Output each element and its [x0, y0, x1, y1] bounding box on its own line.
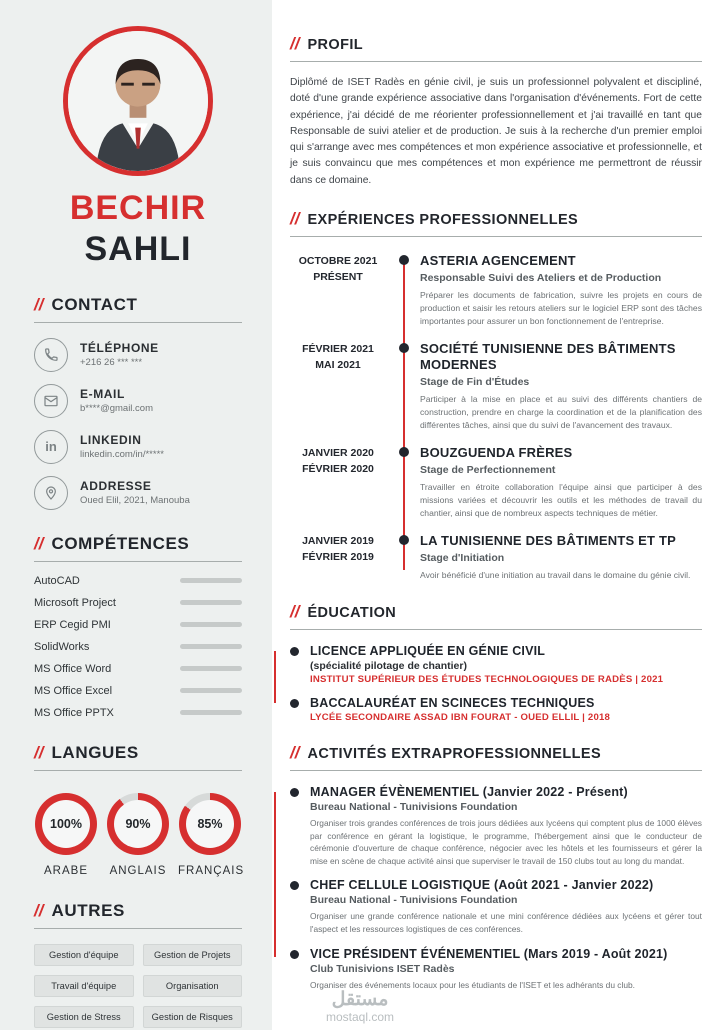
contact-item-address — [34, 476, 242, 510]
watermark-arabic: مستقل — [331, 988, 389, 1010]
experience-role: Stage de Perfectionnement — [420, 464, 556, 477]
location-icon — [34, 476, 68, 510]
bullet-icon — [290, 881, 299, 890]
activity-title: MANAGER ÉVÈNEMENTIEL (Janvier 2022 - Présent) — [310, 785, 628, 800]
experiences-timeline — [290, 253, 702, 582]
activity-description: Organiser trois grandes conférences de trois jours dédiées aux lycéens qui comptent plus de 1000 élèves par conférence en gérant la logistique, le programme, l'hébergement ainsi que le conducteur de cérémonie d'ouverture de chaque conférence, négocier avec les hôtels et les fournisseurs et gérer la mise en scène de chaque activité ainsi que superviser le travail de 150 clubs tout au long du mandat. — [310, 818, 702, 866]
contact-label: LINKEDIN — [80, 433, 142, 448]
language-percent: 100% — [42, 800, 90, 848]
language-label: FRANÇAIS — [178, 864, 245, 877]
section-title: ÉDUCATION — [307, 605, 397, 622]
experience-dates — [290, 341, 386, 432]
skill-row — [34, 597, 242, 609]
skill-bar — [180, 710, 242, 715]
experience-item — [290, 445, 702, 520]
experience-body — [420, 341, 702, 432]
language-label: ARABE — [44, 864, 88, 877]
timeline-bullet — [399, 447, 409, 457]
last-name: SAHLI — [84, 230, 192, 269]
experience-dates — [290, 253, 386, 328]
skill-bar — [180, 622, 242, 627]
timeline-bullet — [399, 255, 409, 265]
languages-list — [34, 793, 245, 877]
skill-tag: Gestion de Projets — [143, 944, 243, 966]
contact-heading — [34, 295, 242, 323]
skill-row — [34, 619, 242, 631]
timeline-bullet — [399, 535, 409, 545]
skills-list — [34, 575, 242, 719]
section-title: ACTIVITÉS EXTRAPROFESSIONNELLES — [307, 746, 602, 763]
language-item — [34, 793, 98, 877]
contact-value: b****@gmail.com — [80, 403, 154, 415]
experience-company: SOCIÉTÉ TUNISIENNE DES BÂTIMENTS MODERNES — [420, 340, 676, 373]
activity-item — [310, 878, 702, 935]
bullet-icon — [290, 950, 299, 959]
education-item — [310, 644, 702, 685]
activity-organization: Club Tunisivions ISET Radès — [310, 962, 455, 975]
experience-item — [290, 253, 702, 328]
skill-row — [34, 641, 242, 653]
skill-label: ERP Cegid PMI — [34, 618, 111, 631]
profile-photo — [63, 26, 213, 176]
language-progress-ring — [35, 793, 97, 855]
section-slashes-icon: // — [34, 294, 44, 314]
section-slashes-icon: // — [34, 742, 44, 762]
contact-label: ADDRESSE — [80, 479, 152, 494]
activites-heading — [290, 743, 702, 771]
education-school: INSTITUT SUPÉRIEUR DES ÉTUDES TECHNOLOGIQUES DE RADÈS | 2021 — [310, 674, 664, 686]
section-title: CONTACT — [51, 294, 138, 314]
experience-description: Travailler en étroite collaboration l'équipe ainsi que participer à des missions variées et découvrir les outils et les méthodes de travail du chantier, ainsi que de nombreux aspects techniques de métier. — [420, 482, 702, 518]
section-slashes-icon: // — [34, 533, 44, 553]
skill-row — [34, 685, 242, 697]
timeline-bullet — [399, 343, 409, 353]
language-percent: 90% — [114, 800, 162, 848]
education-heading — [290, 602, 702, 630]
date-start: OCTOBRE 2021 — [298, 254, 378, 267]
experience-body — [420, 533, 702, 582]
section-title: COMPÉTENCES — [51, 533, 190, 553]
experience-body — [420, 253, 702, 328]
phone-icon — [34, 338, 68, 372]
skill-label: MS Office Word — [34, 662, 112, 675]
langues-heading — [34, 743, 242, 771]
date-start: FÉVRIER 2021 — [302, 342, 374, 355]
experience-role: Responsable Suivi des Ateliers et de Production — [420, 272, 662, 285]
skill-tag: Travail d'équipe — [34, 975, 134, 997]
contact-value: linkedin.com/in/***** — [80, 449, 164, 461]
contact-value: +216 26 *** *** — [80, 357, 143, 369]
linkedin-icon: in — [34, 430, 68, 464]
experience-role: Stage d'Initiation — [420, 552, 505, 565]
skill-tag: Gestion de Stress — [34, 1006, 134, 1028]
candidate-name — [34, 188, 242, 271]
contact-item-phone — [34, 338, 242, 372]
section-title: AUTRES — [51, 900, 125, 920]
experience-description: Avoir bénéficié d'une initiation au travail dans le domaine du génie civil. — [420, 570, 691, 581]
skill-label: AutoCAD — [34, 574, 80, 587]
contact-item-email — [34, 384, 242, 418]
profil-paragraph: Diplômé de ISET Radès en génie civil, je suis un professionnel polyvalent et discipliné, doté d'une grande expérience associative dans l'organisation d'événements. Fort de cette expérience, j'ai décidé de me réorienter professionnellement et j'ai travaillé en tant que Responsable de suivi atelier et de production. Je suis à la recherche d'un premier emploi qui s'arrange avec mes compétences et mon expérience associative et professionnelle, et je suis convaincu que mes compétences et mon expérience me permettront de réussir dans ce domaine. — [290, 77, 702, 186]
date-start: JANVIER 2019 — [302, 534, 374, 547]
date-end: FÉVRIER 2019 — [302, 551, 374, 564]
date-end: FÉVRIER 2020 — [302, 463, 374, 476]
contact-text — [80, 341, 159, 368]
experience-company: BOUZGUENDA FRÈRES — [420, 444, 573, 460]
contact-text — [80, 387, 153, 414]
skill-label: MS Office Excel — [34, 684, 113, 697]
section-slashes-icon: // — [34, 900, 44, 920]
section-title: LANGUES — [51, 742, 139, 762]
contact-value: Oued Elil, 2021, Manouba — [80, 495, 190, 507]
skill-label: SolidWorks — [34, 640, 90, 653]
experience-body — [420, 445, 702, 520]
watermark — [0, 990, 720, 1024]
experience-description: Participer à la mise en place et au suivi des différents chantiers de construction, prendre en charge la coordination et de la planification des différentes tâches, ainsi que du suivi de l'avancement des travaux. — [420, 394, 702, 431]
bullet-icon — [290, 699, 299, 708]
skill-tag: Gestion de Risques — [143, 1006, 243, 1028]
skill-tag: Gestion d'équipe — [34, 944, 134, 966]
activity-organization: Bureau National - Tunivisions Foundation — [310, 801, 518, 814]
skill-row — [34, 575, 242, 587]
skill-bar — [180, 688, 242, 693]
section-slashes-icon: // — [290, 34, 300, 53]
experience-company: ASTERIA AGENCEMENT — [420, 252, 576, 268]
language-item — [106, 793, 170, 877]
activity-description: Organiser des événements locaux pour les étudiants de l'ISET et les adhérants du club. — [310, 979, 636, 990]
bullet-icon — [290, 788, 299, 797]
language-label: ANGLAIS — [109, 864, 167, 877]
section-slashes-icon: // — [290, 208, 300, 228]
section-slashes-icon: // — [290, 602, 300, 622]
education-line — [274, 651, 276, 703]
activity-title: CHEF CELLULE LOGISTIQUE (Août 2021 - Janvier 2022) — [310, 878, 654, 893]
contact-label: TÉLÉPHONE — [80, 341, 159, 356]
experience-company: LA TUNISIENNE DES BÂTIMENTS ET TP — [420, 532, 677, 548]
experience-role: Stage de Fin d'Études — [420, 376, 530, 389]
contact-item-linkedin — [34, 430, 242, 464]
education-title: BACCALAURÉAT EN SCINECES TECHNIQUES — [310, 696, 595, 711]
contact-list — [34, 338, 242, 510]
person-avatar-icon — [68, 31, 208, 171]
date-end: PRÉSENT — [313, 271, 363, 284]
experience-dates — [290, 445, 386, 520]
profil-heading — [290, 34, 702, 62]
experiences-heading — [290, 209, 702, 237]
date-end: MAI 2021 — [315, 359, 361, 372]
skill-bar — [180, 600, 242, 605]
activity-description: Organiser une grande conférence nationale et une mini conférence dédiées aux lycéens et gérer tout l'aspect et les ressources logistiques de ces conférences. — [310, 911, 702, 935]
watermark-latin: mostaql.com — [325, 1009, 395, 1024]
language-item — [178, 793, 245, 877]
experience-item — [290, 533, 702, 582]
sidebar — [0, 0, 272, 1030]
language-percent: 85% — [186, 800, 234, 848]
skill-bar — [180, 644, 242, 649]
activity-item — [310, 947, 702, 992]
education-school: LYCÉE SECONDAIRE ASSAD IBN FOURAT - OUED ELLIL | 2018 — [310, 712, 611, 724]
education-list — [290, 644, 702, 723]
contact-label: E-MAIL — [80, 387, 125, 402]
experience-dates — [290, 533, 386, 582]
bullet-icon — [290, 647, 299, 656]
skill-row — [34, 707, 242, 719]
activity-item — [310, 785, 702, 867]
first-name: BECHIR — [69, 189, 207, 227]
skill-tag: Organisation — [143, 975, 243, 997]
language-progress-ring — [179, 793, 241, 855]
contact-text — [80, 479, 190, 506]
activity-organization: Bureau National - Tunivisions Foundation — [310, 894, 518, 907]
skill-row — [34, 663, 242, 675]
skill-label: Microsoft Project — [34, 596, 116, 609]
language-progress-ring — [107, 793, 169, 855]
email-icon — [34, 384, 68, 418]
activity-title: VICE PRÉSIDENT ÉVÉNEMENTIEL (Mars 2019 - Août 2021) — [310, 946, 668, 961]
main-column — [290, 0, 702, 991]
skill-label: MS Office PPTX — [34, 706, 114, 719]
autres-heading — [34, 901, 242, 929]
experience-description: Préparer les documents de fabrication, suivre les projets en cours de production et saisir les retours ateliers sur le logiciel ERP sont des tâches importantes pour assurer un bon fonctionnement de l'entreprise. — [420, 290, 702, 326]
education-title: LICENCE APPLIQUÉE EN GÉNIE CIVIL — [310, 644, 546, 659]
skill-bar — [180, 666, 242, 671]
education-item — [310, 696, 702, 723]
section-title: PROFIL — [307, 37, 364, 53]
contact-text — [80, 433, 164, 460]
experience-item — [290, 341, 702, 432]
activities-list — [290, 785, 702, 991]
date-start: JANVIER 2020 — [302, 446, 374, 459]
section-slashes-icon: // — [290, 743, 300, 763]
section-title: EXPÉRIENCES PROFESSIONNELLES — [307, 211, 579, 228]
competences-heading — [34, 534, 242, 562]
activities-line — [274, 792, 276, 957]
education-subtitle: (spécialité pilotage de chantier) — [310, 660, 467, 673]
skill-bar — [180, 578, 242, 583]
